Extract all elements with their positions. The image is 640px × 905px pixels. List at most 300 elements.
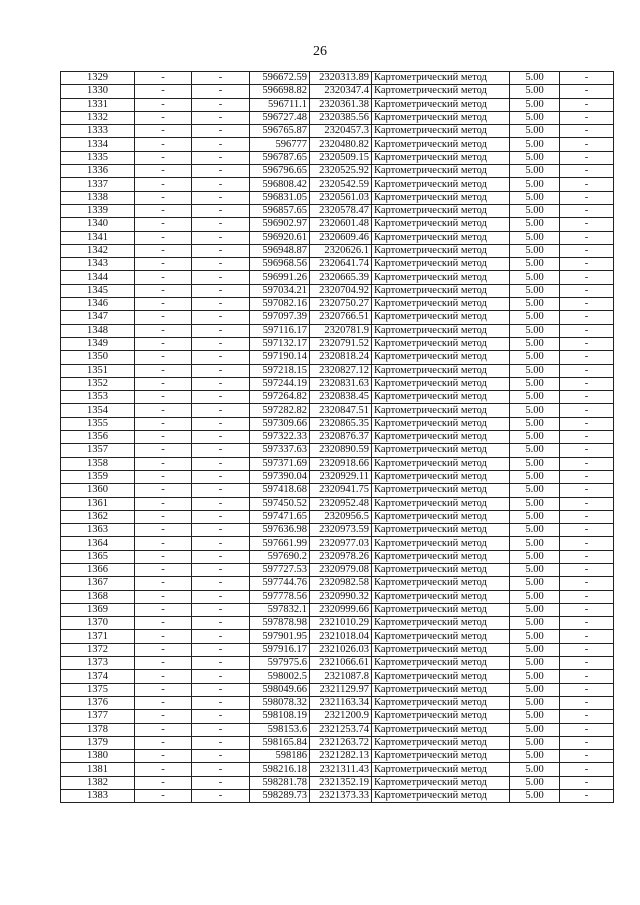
point-number-cell: 1349	[61, 337, 135, 350]
accuracy-cell: 5.00	[510, 364, 560, 377]
x-coordinate-cell: 596808.42	[250, 178, 310, 191]
point-number-cell: 1346	[61, 298, 135, 311]
method-cell: Картометрический метод	[372, 790, 510, 803]
dash-cell: -	[560, 151, 614, 164]
dash-cell: -	[560, 736, 614, 749]
method-cell: Картометрический метод	[372, 683, 510, 696]
x-coordinate-cell: 596948.87	[250, 244, 310, 257]
y-coordinate-cell: 2321352.19	[310, 776, 372, 789]
dash-cell: -	[560, 657, 614, 670]
y-coordinate-cell: 2321163.34	[310, 696, 372, 709]
x-coordinate-cell: 597034.21	[250, 284, 310, 297]
point-number-cell: 1332	[61, 111, 135, 124]
table-row	[61, 324, 614, 337]
table-row	[61, 125, 614, 138]
dash-cell: -	[135, 271, 192, 284]
point-number-cell: 1351	[61, 364, 135, 377]
method-cell: Картометрический метод	[372, 151, 510, 164]
method-cell: Картометрический метод	[372, 736, 510, 749]
dash-cell: -	[135, 324, 192, 337]
dash-cell: -	[560, 497, 614, 510]
table-row	[61, 470, 614, 483]
x-coordinate-cell: 597244.19	[250, 377, 310, 390]
point-number-cell: 1362	[61, 510, 135, 523]
dash-cell: -	[560, 643, 614, 656]
method-cell: Картометрический метод	[372, 351, 510, 364]
dash-cell: -	[135, 657, 192, 670]
table-row	[61, 670, 614, 683]
dash-cell: -	[135, 404, 192, 417]
method-cell: Картометрический метод	[372, 244, 510, 257]
accuracy-cell: 5.00	[510, 258, 560, 271]
table-row	[61, 630, 614, 643]
x-coordinate-cell: 597901.95	[250, 630, 310, 643]
dash-cell: -	[560, 271, 614, 284]
dash-cell: -	[135, 377, 192, 390]
y-coordinate-cell: 2320890.59	[310, 444, 372, 457]
table-row	[61, 537, 614, 550]
y-coordinate-cell: 2321373.33	[310, 790, 372, 803]
y-coordinate-cell: 2320990.32	[310, 590, 372, 603]
x-coordinate-cell: 598289.73	[250, 790, 310, 803]
table-row	[61, 590, 614, 603]
table-row	[61, 431, 614, 444]
dash-cell: -	[192, 298, 250, 311]
dash-cell: -	[560, 311, 614, 324]
method-cell: Картометрический метод	[372, 630, 510, 643]
dash-cell: -	[560, 351, 614, 364]
method-cell: Картометрический метод	[372, 138, 510, 151]
dash-cell: -	[192, 284, 250, 297]
dash-cell: -	[560, 404, 614, 417]
accuracy-cell: 5.00	[510, 191, 560, 204]
dash-cell: -	[560, 364, 614, 377]
point-number-cell: 1365	[61, 550, 135, 563]
dash-cell: -	[135, 138, 192, 151]
accuracy-cell: 5.00	[510, 204, 560, 217]
method-cell: Картометрический метод	[372, 643, 510, 656]
dash-cell: -	[192, 231, 250, 244]
y-coordinate-cell: 2320665.39	[310, 271, 372, 284]
method-cell: Картометрический метод	[372, 165, 510, 178]
accuracy-cell: 5.00	[510, 377, 560, 390]
method-cell: Картометрический метод	[372, 271, 510, 284]
accuracy-cell: 5.00	[510, 98, 560, 111]
method-cell: Картометрический метод	[372, 98, 510, 111]
table-row	[61, 178, 614, 191]
dash-cell: -	[135, 178, 192, 191]
accuracy-cell: 5.00	[510, 617, 560, 630]
table-row	[61, 151, 614, 164]
y-coordinate-cell: 2321282.13	[310, 750, 372, 763]
x-coordinate-cell: 597116.17	[250, 324, 310, 337]
table-row	[61, 750, 614, 763]
dash-cell: -	[192, 750, 250, 763]
accuracy-cell: 5.00	[510, 470, 560, 483]
dash-cell: -	[135, 258, 192, 271]
point-number-cell: 1363	[61, 524, 135, 537]
y-coordinate-cell: 2320609.46	[310, 231, 372, 244]
dash-cell: -	[192, 710, 250, 723]
accuracy-cell: 5.00	[510, 444, 560, 457]
dash-cell: -	[560, 191, 614, 204]
x-coordinate-cell: 596698.82	[250, 85, 310, 98]
y-coordinate-cell: 2320818.24	[310, 351, 372, 364]
dash-cell: -	[135, 710, 192, 723]
dash-cell: -	[135, 537, 192, 550]
table-row	[61, 85, 614, 98]
method-cell: Картометрический метод	[372, 364, 510, 377]
dash-cell: -	[135, 72, 192, 85]
table-row	[61, 218, 614, 231]
dash-cell: -	[560, 683, 614, 696]
x-coordinate-cell: 597190.14	[250, 351, 310, 364]
x-coordinate-cell: 597916.17	[250, 643, 310, 656]
y-coordinate-cell: 2320876.37	[310, 431, 372, 444]
x-coordinate-cell: 597661.99	[250, 537, 310, 550]
dash-cell: -	[135, 790, 192, 803]
dash-cell: -	[192, 470, 250, 483]
dash-cell: -	[135, 577, 192, 590]
dash-cell: -	[192, 85, 250, 98]
x-coordinate-cell: 597471.65	[250, 510, 310, 523]
dash-cell: -	[192, 151, 250, 164]
accuracy-cell: 5.00	[510, 298, 560, 311]
y-coordinate-cell: 2321253.74	[310, 723, 372, 736]
table-row	[61, 603, 614, 616]
dash-cell: -	[560, 244, 614, 257]
y-coordinate-cell: 2320827.12	[310, 364, 372, 377]
point-number-cell: 1353	[61, 391, 135, 404]
dash-cell: -	[560, 577, 614, 590]
point-number-cell: 1333	[61, 125, 135, 138]
accuracy-cell: 5.00	[510, 550, 560, 563]
x-coordinate-cell: 596711.1	[250, 98, 310, 111]
accuracy-cell: 5.00	[510, 790, 560, 803]
point-number-cell: 1382	[61, 776, 135, 789]
method-cell: Картометрический метод	[372, 178, 510, 191]
y-coordinate-cell: 2320941.75	[310, 484, 372, 497]
point-number-cell: 1330	[61, 85, 135, 98]
x-coordinate-cell: 596727.48	[250, 111, 310, 124]
accuracy-cell: 5.00	[510, 603, 560, 616]
method-cell: Картометрический метод	[372, 603, 510, 616]
x-coordinate-cell: 597975.6	[250, 657, 310, 670]
dash-cell: -	[135, 603, 192, 616]
accuracy-cell: 5.00	[510, 284, 560, 297]
dash-cell: -	[560, 537, 614, 550]
x-coordinate-cell: 597082.16	[250, 298, 310, 311]
accuracy-cell: 5.00	[510, 563, 560, 576]
y-coordinate-cell: 2320865.35	[310, 417, 372, 430]
accuracy-cell: 5.00	[510, 404, 560, 417]
dash-cell: -	[560, 763, 614, 776]
point-number-cell: 1368	[61, 590, 135, 603]
x-coordinate-cell: 597450.52	[250, 497, 310, 510]
point-number-cell: 1359	[61, 470, 135, 483]
method-cell: Картометрический метод	[372, 590, 510, 603]
dash-cell: -	[135, 284, 192, 297]
table-row	[61, 204, 614, 217]
y-coordinate-cell: 2320838.45	[310, 391, 372, 404]
dash-cell: -	[560, 670, 614, 683]
method-cell: Картометрический метод	[372, 537, 510, 550]
dash-cell: -	[192, 643, 250, 656]
dash-cell: -	[192, 484, 250, 497]
dash-cell: -	[135, 111, 192, 124]
dash-cell: -	[135, 337, 192, 350]
y-coordinate-cell: 2321087.8	[310, 670, 372, 683]
accuracy-cell: 5.00	[510, 311, 560, 324]
dash-cell: -	[560, 417, 614, 430]
point-number-cell: 1357	[61, 444, 135, 457]
method-cell: Картометрический метод	[372, 763, 510, 776]
method-cell: Картометрический метод	[372, 577, 510, 590]
point-number-cell: 1383	[61, 790, 135, 803]
method-cell: Картометрический метод	[372, 497, 510, 510]
dash-cell: -	[192, 510, 250, 523]
dash-cell: -	[135, 417, 192, 430]
accuracy-cell: 5.00	[510, 178, 560, 191]
accuracy-cell: 5.00	[510, 431, 560, 444]
dash-cell: -	[192, 457, 250, 470]
method-cell: Картометрический метод	[372, 377, 510, 390]
point-number-cell: 1361	[61, 497, 135, 510]
y-coordinate-cell: 2321311.43	[310, 763, 372, 776]
accuracy-cell: 5.00	[510, 337, 560, 350]
y-coordinate-cell: 2320525.92	[310, 165, 372, 178]
dash-cell: -	[135, 444, 192, 457]
accuracy-cell: 5.00	[510, 484, 560, 497]
dash-cell: -	[192, 736, 250, 749]
dash-cell: -	[560, 470, 614, 483]
point-number-cell: 1352	[61, 377, 135, 390]
dash-cell: -	[135, 510, 192, 523]
dash-cell: -	[192, 324, 250, 337]
dash-cell: -	[560, 72, 614, 85]
x-coordinate-cell: 598078.32	[250, 696, 310, 709]
table-row	[61, 776, 614, 789]
dash-cell: -	[560, 563, 614, 576]
dash-cell: -	[135, 204, 192, 217]
x-coordinate-cell: 597727.53	[250, 563, 310, 576]
y-coordinate-cell: 2320361.38	[310, 98, 372, 111]
table-row	[61, 311, 614, 324]
y-coordinate-cell: 2321129.97	[310, 683, 372, 696]
dash-cell: -	[135, 351, 192, 364]
table-row	[61, 165, 614, 178]
dash-cell: -	[192, 550, 250, 563]
point-number-cell: 1369	[61, 603, 135, 616]
dash-cell: -	[192, 111, 250, 124]
dash-cell: -	[135, 431, 192, 444]
method-cell: Картометрический метод	[372, 337, 510, 350]
table-row	[61, 657, 614, 670]
accuracy-cell: 5.00	[510, 165, 560, 178]
table-row	[61, 736, 614, 749]
dash-cell: -	[192, 72, 250, 85]
dash-cell: -	[192, 683, 250, 696]
accuracy-cell: 5.00	[510, 85, 560, 98]
point-number-cell: 1340	[61, 218, 135, 231]
dash-cell: -	[135, 776, 192, 789]
accuracy-cell: 5.00	[510, 710, 560, 723]
dash-cell: -	[192, 98, 250, 111]
dash-cell: -	[560, 204, 614, 217]
method-cell: Картометрический метод	[372, 457, 510, 470]
point-number-cell: 1364	[61, 537, 135, 550]
point-number-cell: 1379	[61, 736, 135, 749]
dash-cell: -	[560, 98, 614, 111]
x-coordinate-cell: 596796.65	[250, 165, 310, 178]
y-coordinate-cell: 2320979.08	[310, 563, 372, 576]
accuracy-cell: 5.00	[510, 776, 560, 789]
dash-cell: -	[135, 524, 192, 537]
dash-cell: -	[192, 790, 250, 803]
y-coordinate-cell: 2320973.59	[310, 524, 372, 537]
dash-cell: -	[560, 444, 614, 457]
y-coordinate-cell: 2320347.4	[310, 85, 372, 98]
dash-cell: -	[560, 165, 614, 178]
dash-cell: -	[192, 763, 250, 776]
accuracy-cell: 5.00	[510, 231, 560, 244]
table-row	[61, 244, 614, 257]
table-row	[61, 696, 614, 709]
dash-cell: -	[192, 657, 250, 670]
method-cell: Картометрический метод	[372, 484, 510, 497]
y-coordinate-cell: 2320480.82	[310, 138, 372, 151]
x-coordinate-cell: 598216.18	[250, 763, 310, 776]
point-number-cell: 1350	[61, 351, 135, 364]
x-coordinate-cell: 597690.2	[250, 550, 310, 563]
accuracy-cell: 5.00	[510, 657, 560, 670]
method-cell: Картометрический метод	[372, 657, 510, 670]
dash-cell: -	[135, 497, 192, 510]
table-row	[61, 364, 614, 377]
point-number-cell: 1337	[61, 178, 135, 191]
dash-cell: -	[135, 643, 192, 656]
method-cell: Картометрический метод	[372, 723, 510, 736]
dash-cell: -	[192, 204, 250, 217]
y-coordinate-cell: 2320831.63	[310, 377, 372, 390]
y-coordinate-cell: 2320952.48	[310, 497, 372, 510]
table-row	[61, 723, 614, 736]
table-row	[61, 98, 614, 111]
dash-cell: -	[135, 630, 192, 643]
accuracy-cell: 5.00	[510, 670, 560, 683]
dash-cell: -	[135, 750, 192, 763]
dash-cell: -	[560, 284, 614, 297]
point-number-cell: 1344	[61, 271, 135, 284]
method-cell: Картометрический метод	[372, 324, 510, 337]
dash-cell: -	[560, 550, 614, 563]
dash-cell: -	[192, 391, 250, 404]
y-coordinate-cell: 2320982.58	[310, 577, 372, 590]
table-row	[61, 550, 614, 563]
accuracy-cell: 5.00	[510, 590, 560, 603]
accuracy-cell: 5.00	[510, 324, 560, 337]
dash-cell: -	[560, 258, 614, 271]
point-number-cell: 1356	[61, 431, 135, 444]
dash-cell: -	[560, 218, 614, 231]
table-row	[61, 191, 614, 204]
method-cell: Картометрический метод	[372, 391, 510, 404]
method-cell: Картометрический метод	[372, 696, 510, 709]
table-row	[61, 790, 614, 803]
point-number-cell: 1329	[61, 72, 135, 85]
point-number-cell: 1339	[61, 204, 135, 217]
x-coordinate-cell: 596831.05	[250, 191, 310, 204]
dash-cell: -	[560, 630, 614, 643]
point-number-cell: 1355	[61, 417, 135, 430]
x-coordinate-cell: 597337.63	[250, 444, 310, 457]
table-row	[61, 457, 614, 470]
y-coordinate-cell: 2320313.89	[310, 72, 372, 85]
accuracy-cell: 5.00	[510, 537, 560, 550]
dash-cell: -	[560, 231, 614, 244]
accuracy-cell: 5.00	[510, 111, 560, 124]
page-number: 26	[313, 44, 327, 59]
dash-cell: -	[192, 617, 250, 630]
table-row	[61, 337, 614, 350]
dash-cell: -	[560, 391, 614, 404]
point-number-cell: 1334	[61, 138, 135, 151]
method-cell: Картометрический метод	[372, 284, 510, 297]
table-row	[61, 72, 614, 85]
accuracy-cell: 5.00	[510, 736, 560, 749]
point-number-cell: 1342	[61, 244, 135, 257]
dash-cell: -	[192, 364, 250, 377]
y-coordinate-cell: 2321263.72	[310, 736, 372, 749]
table-row	[61, 417, 614, 430]
point-number-cell: 1331	[61, 98, 135, 111]
y-coordinate-cell: 2320626.1	[310, 244, 372, 257]
dash-cell: -	[192, 577, 250, 590]
method-cell: Картометрический метод	[372, 417, 510, 430]
x-coordinate-cell: 597636.98	[250, 524, 310, 537]
accuracy-cell: 5.00	[510, 497, 560, 510]
method-cell: Картометрический метод	[372, 710, 510, 723]
dash-cell: -	[135, 683, 192, 696]
dash-cell: -	[135, 763, 192, 776]
accuracy-cell: 5.00	[510, 763, 560, 776]
point-number-cell: 1370	[61, 617, 135, 630]
table-row	[61, 563, 614, 576]
dash-cell: -	[135, 723, 192, 736]
method-cell: Картометрический метод	[372, 404, 510, 417]
point-number-cell: 1380	[61, 750, 135, 763]
dash-cell: -	[192, 696, 250, 709]
accuracy-cell: 5.00	[510, 138, 560, 151]
method-cell: Картометрический метод	[372, 670, 510, 683]
y-coordinate-cell: 2320641.74	[310, 258, 372, 271]
dash-cell: -	[135, 470, 192, 483]
dash-cell: -	[560, 790, 614, 803]
y-coordinate-cell: 2320578.47	[310, 204, 372, 217]
table-row	[61, 231, 614, 244]
y-coordinate-cell: 2320750.27	[310, 298, 372, 311]
method-cell: Картометрический метод	[372, 750, 510, 763]
dash-cell: -	[135, 670, 192, 683]
x-coordinate-cell: 596991.26	[250, 271, 310, 284]
dash-cell: -	[192, 563, 250, 576]
accuracy-cell: 5.00	[510, 125, 560, 138]
point-number-cell: 1348	[61, 324, 135, 337]
x-coordinate-cell: 597264.82	[250, 391, 310, 404]
x-coordinate-cell: 597218.15	[250, 364, 310, 377]
y-coordinate-cell: 2320918.66	[310, 457, 372, 470]
dash-cell: -	[192, 178, 250, 191]
